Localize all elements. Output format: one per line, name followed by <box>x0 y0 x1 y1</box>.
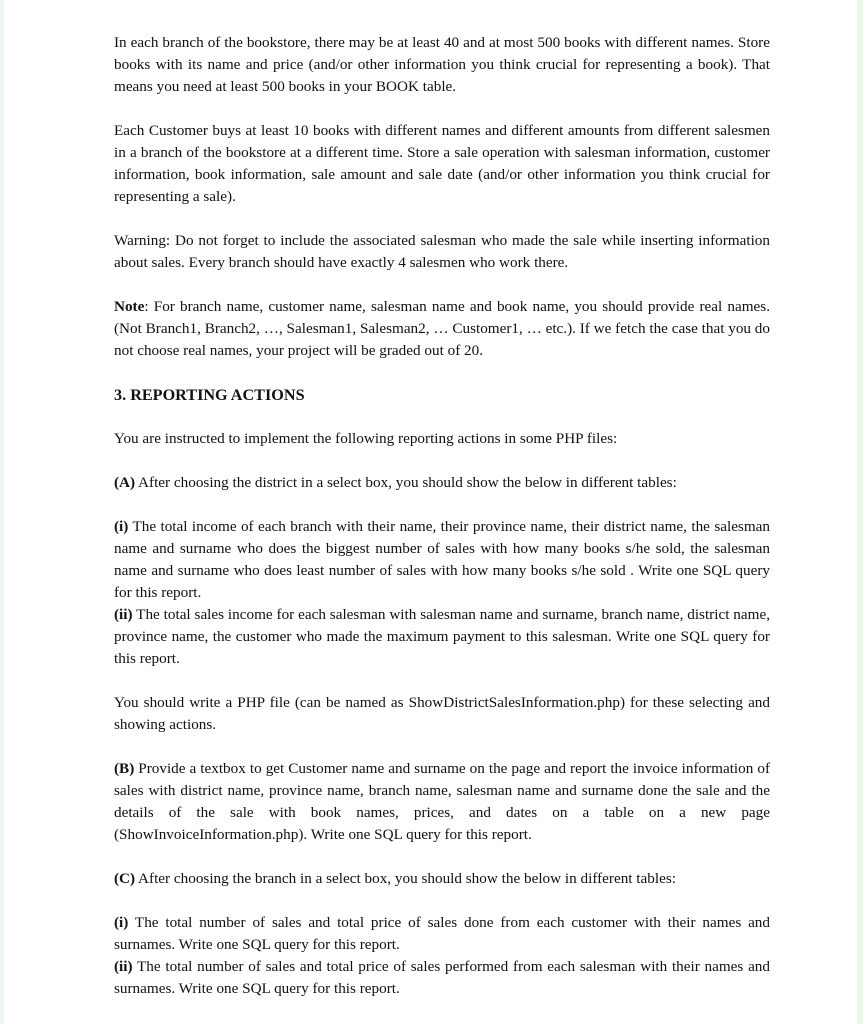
item-a-i-text: The total income of each branch with their name, their province name, their district name, the salesman name and surname who does the biggest number of sales with how many books s/he sold, the salesman name and surname who does least number of sales with how many books s/he sold . Write one SQL query for this report. <box>114 518 770 601</box>
item-c-i-text: The total number of sales and total price of sales done from each customer with their names and surnames. Write one SQL query for this report. <box>114 914 770 953</box>
books-paragraph: In each branch of the bookstore, there may be at least 40 and at most 500 books with different names. Store books with its name and price (and/or other information you think crucial for representing a book). That means you need at least 500 books in your BOOK table. <box>114 34 770 95</box>
item-c-ii-label: (ii) <box>114 958 133 975</box>
item-c-ii <box>114 956 770 1000</box>
page-right-edge <box>857 0 863 1024</box>
item-b-label: (B) <box>114 760 135 777</box>
item-c-i <box>114 912 770 956</box>
note-label: Note <box>114 298 145 315</box>
item-a-ii-label: (ii) <box>114 606 133 623</box>
section-heading: 3. REPORTING ACTIONS <box>114 386 305 404</box>
item-a <box>114 472 770 494</box>
item-a-ii-text: The total sales income for each salesman with salesman name and surname, branch name, district name, province name, the customer who made the maximum payment to this salesman. Write one SQL query for this report. <box>114 606 770 667</box>
warning-paragraph: Warning: Do not forget to include the associated salesman who made the sale while inserting information about sales. Every branch should have exactly 4 salesmen who work there. <box>114 232 770 271</box>
item-c-text: After choosing the branch in a select box, you should show the below in different tables: <box>135 870 676 887</box>
note-paragraph <box>114 296 770 362</box>
section-intro: You are instructed to implement the following reporting actions in some PHP files: <box>114 430 618 447</box>
item-a-i <box>114 516 770 604</box>
item-a-i-label: (i) <box>114 518 129 535</box>
item-c-i-label: (i) <box>114 914 129 931</box>
note-text: : For branch name, customer name, salesman name and book name, you should provide real names. (Not Branch1, Branch2, …, Salesman1, Salesman2, … Customer1, … etc.). If we fetch the case that you do not choose real names, your project will be graded out of 20. <box>114 298 770 359</box>
document-content <box>114 32 770 1000</box>
item-c <box>114 868 770 890</box>
item-a-php: You should write a PHP file (can be named as ShowDistrictSalesInformation.php) for these selecting and showing actions. <box>114 694 770 733</box>
item-a-ii <box>114 604 770 670</box>
item-b-text: Provide a textbox to get Customer name and surname on the page and report the invoice information of sales with district name, province name, branch name, salesman name and surname done the sale and the details of the sale with book names, prices, and dates on a table on a new page (ShowInvoiceInformation.php). Write one SQL query for this report. <box>114 760 770 843</box>
item-a-label: (A) <box>114 474 136 491</box>
item-b <box>114 758 770 846</box>
item-a-text: After choosing the district in a select box, you should show the below in different tables: <box>135 474 677 491</box>
item-c-ii-text: The total number of sales and total price of sales performed from each salesman with their names and surnames. Write one SQL query for this report. <box>114 958 770 997</box>
page-left-edge <box>0 0 4 1024</box>
customer-paragraph: Each Customer buys at least 10 books with different names and different amounts from different salesmen in a branch of the bookstore at a different time. Store a sale operation with salesman information, customer information, book information, sale amount and sale date (and/or other information you think crucial for representing a sale). <box>114 122 770 205</box>
item-c-label: (C) <box>114 870 136 887</box>
